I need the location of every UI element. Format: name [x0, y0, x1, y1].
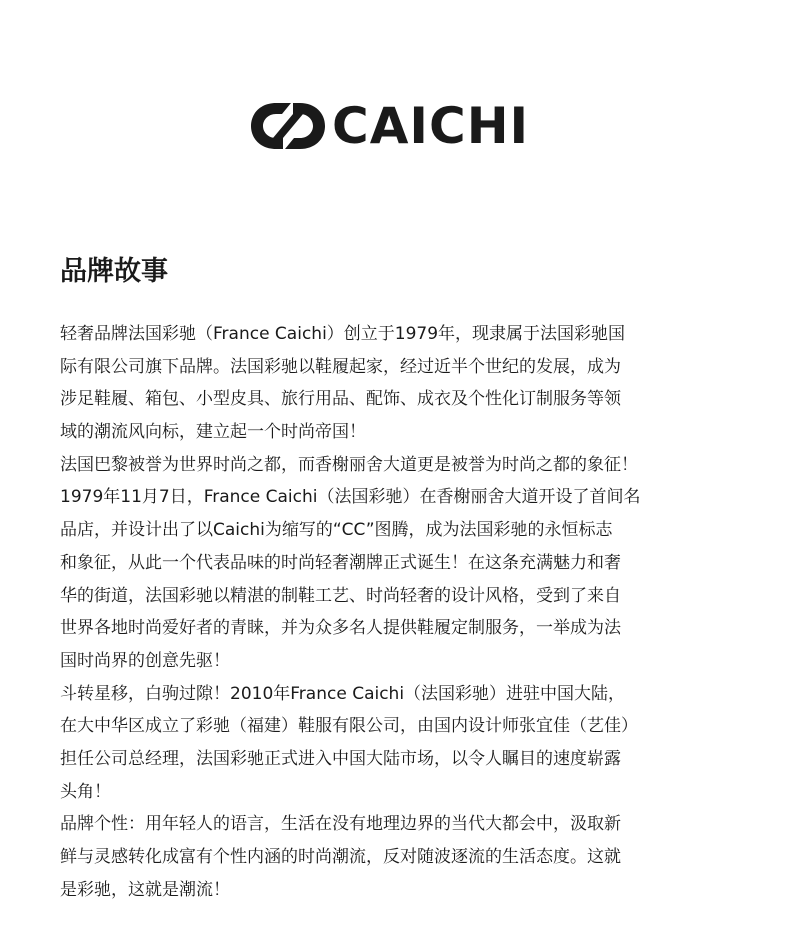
- caichi-logo-mark-icon: [249, 100, 327, 152]
- story-line: 华的街道，法国彩驰以精湛的制鞋工艺、时尚轻奢的设计风格，受到了来自: [60, 585, 621, 606]
- story-line: 涉足鞋履、箱包、小型皮具、旅行用品、配饰、成衣及个性化订制服务等领: [60, 389, 621, 410]
- story-line: 世界各地时尚爱好者的青睐，并为众多名人提供鞋履定制服务，一举成为法: [60, 618, 621, 639]
- story-line: 域的潮流风向标，建立起一个时尚帝国！: [60, 422, 366, 443]
- story-line: 和象征，从此一个代表品味的时尚轻奢潮牌正式诞生！在这条充满魅力和奢: [60, 552, 621, 573]
- story-line: 斗转星移，白驹过隙！2010年France Caichi（法国彩驰）进驻中国大陆，: [60, 683, 626, 704]
- story-line: 品牌个性：用年轻人的语言，生活在没有地理边界的当代大都会中，汲取新: [60, 814, 621, 835]
- section-title: 品牌故事: [60, 256, 168, 287]
- story-line: 担任公司总经理，法国彩驰正式进入中国大陆市场，以令人瞩目的速度崭露: [60, 748, 621, 769]
- brand-logo-text: CAICHI: [332, 97, 530, 155]
- brand-logo: [0, 96, 790, 160]
- story-line: 在大中华区成立了彩驰（福建）鞋服有限公司，由国内设计师张宜佳（艺佳）: [60, 716, 638, 737]
- story-line: 品店，并设计出了以Caichi为缩写的“CC”图腾，成为法国彩驰的永恒标志: [60, 520, 613, 541]
- story-line: 鲜与灵感转化成富有个性内涵的时尚潮流，反对随波逐流的生活态度。这就: [60, 847, 621, 867]
- story-line: 是彩驰，这就是潮流！: [60, 879, 230, 900]
- story-line: 1979年11月7日，France Caichi（法国彩驰）在香榭丽舍大道开设了首间名: [60, 487, 641, 508]
- story-line: 头角！: [60, 781, 111, 802]
- story-line: 国时尚界的创意先驱！: [60, 650, 230, 671]
- story-line: 法国巴黎被誉为世界时尚之都，而香榭丽舍大道更是被誉为时尚之都的象征！: [60, 454, 638, 475]
- story-line: 际有限公司旗下品牌。法国彩驰以鞋履起家，经过近半个世纪的发展，成为: [60, 356, 621, 377]
- story-line: 轻奢品牌法国彩驰（France Caichi）创立于1979年，现隶属于法国彩驰国: [60, 324, 626, 344]
- brand-story: [60, 318, 740, 906]
